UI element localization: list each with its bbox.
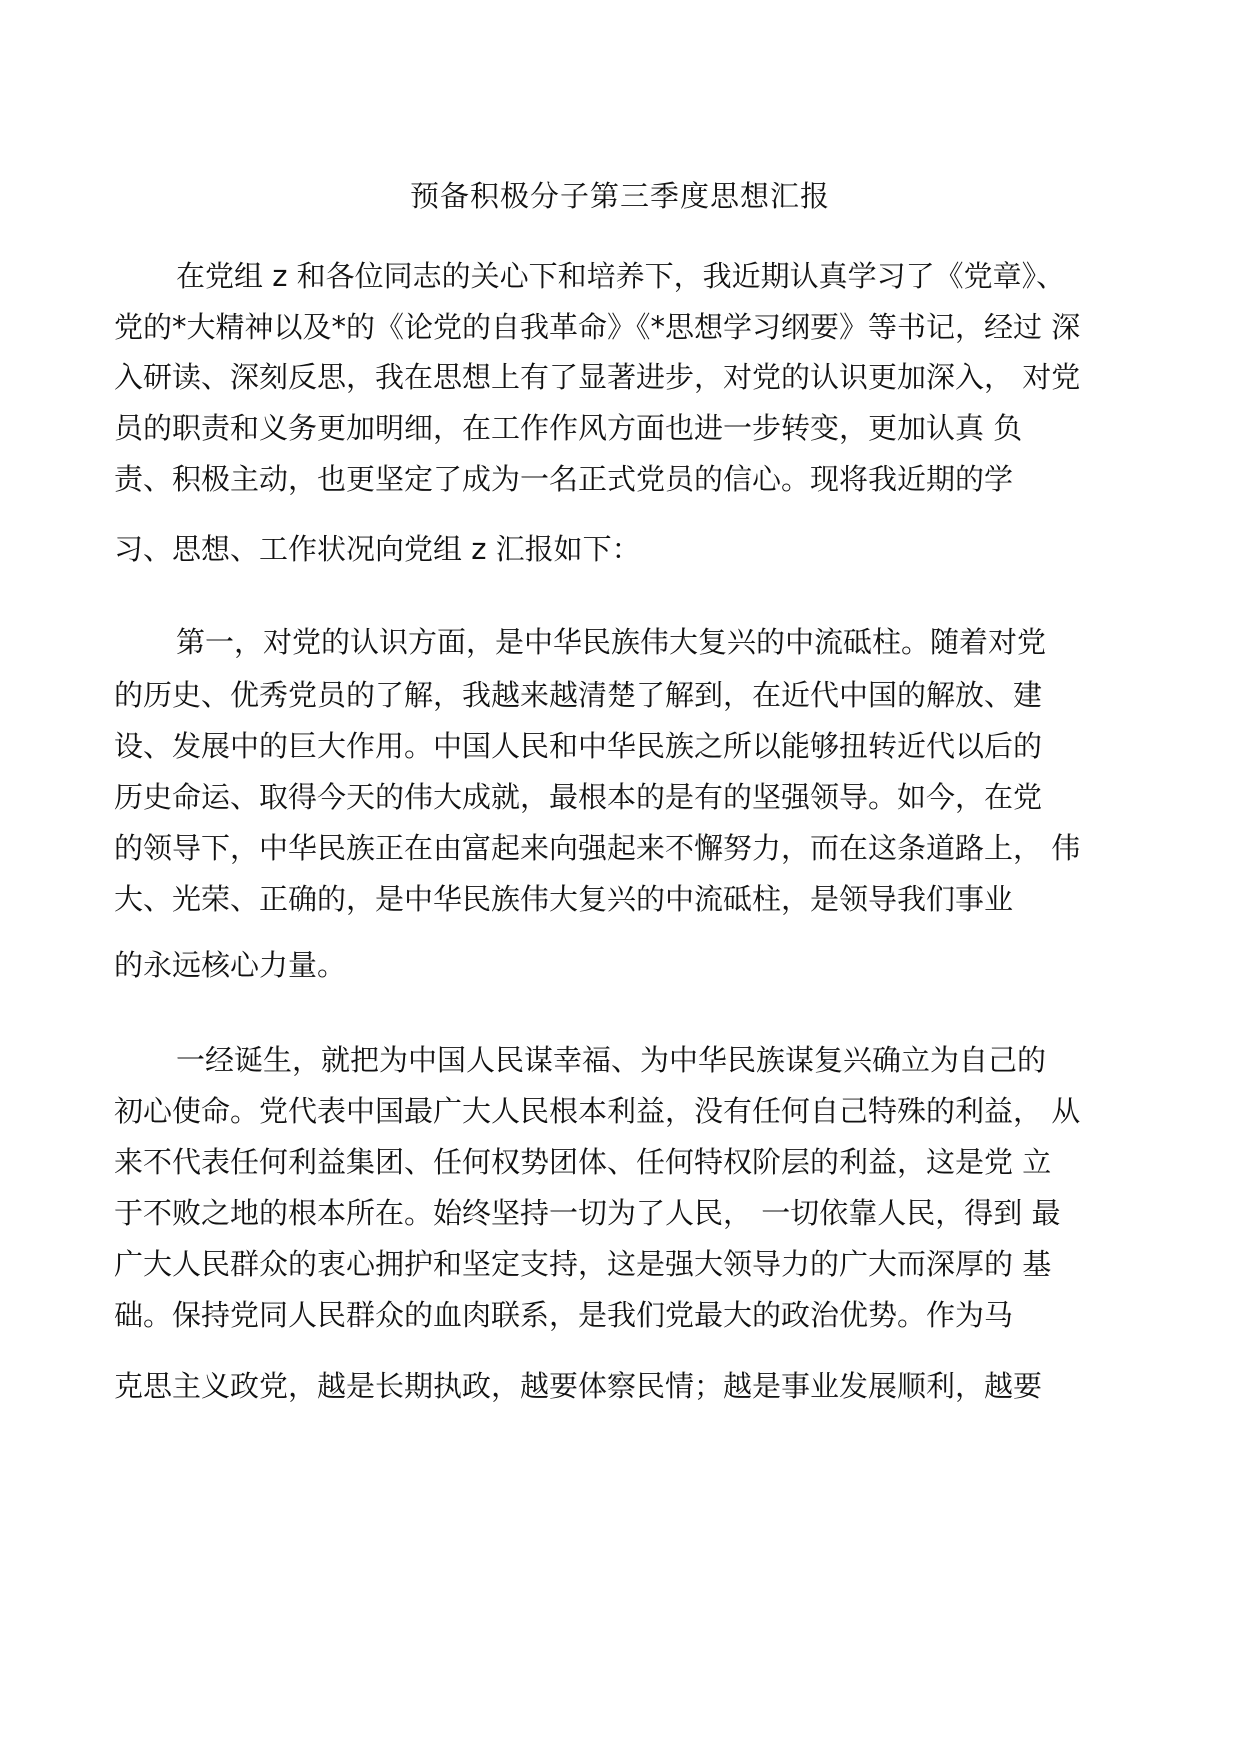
paragraph-line: 入研读、深刻反思，我在思想上有了显著进步，对党的认识更加深入， 对党 bbox=[114, 360, 1081, 394]
paragraph-line: 初心使命。党代表中国最广大人民根本利益，没有任何自己特殊的利益， 从 bbox=[114, 1094, 1081, 1128]
paragraph-line: 设、发展中的巨大作用。中国人民和中华民族之所以能够扭转近代以后的 bbox=[114, 729, 1043, 763]
paragraph-line: 的领导下，中华民族正在由富起来向强起来不懈努力，而在这条道路上， 伟 bbox=[114, 831, 1081, 865]
paragraph-line: 党的*大精神以及*的《论党的自我革命》《*思想学习纲要》等书记，经过 深 bbox=[114, 310, 1081, 344]
paragraph-line: 来不代表任何利益集团、任何权势团体、任何特权阶层的利益，这是党 立 bbox=[114, 1145, 1052, 1179]
paragraph-line: 础。保持党同人民群众的血肉联系，是我们党最大的政治优势。作为马 bbox=[114, 1298, 1014, 1332]
paragraph-line: 在党组 z 和各位同志的关心下和培养下，我近期认真学习了《党章》、 bbox=[176, 259, 1066, 293]
paragraph-line: 责、积极主动，也更坚定了成为一名正式党员的信心。现将我近期的学 bbox=[114, 462, 1014, 496]
paragraph-line: 的永远核心力量。 bbox=[114, 948, 347, 982]
paragraph-line: 一经诞生，就把为中国人民谋幸福、为中华民族谋复兴确立为自己的 bbox=[176, 1043, 1047, 1077]
paragraph-line: 大、光荣、正确的，是中华民族伟大复兴的中流砥柱，是领导我们事业 bbox=[114, 882, 1014, 916]
paragraph-line: 克思主义政党，越是长期执政，越要体察民情；越是事业发展顺利，越要 bbox=[114, 1369, 1043, 1403]
paragraph-line: 广大人民群众的衷心拥护和坚定支持，这是强大领导力的广大而深厚的 基 bbox=[114, 1247, 1052, 1281]
paragraph-line: 的历史、优秀党员的了解，我越来越清楚了解到，在近代中国的解放、建 bbox=[114, 678, 1043, 712]
document-title: 预备积极分子第三季度思想汇报 bbox=[409, 179, 830, 213]
paragraph-line: 于不败之地的根本所在。始终坚持一切为了人民， 一切依靠人民，得到 最 bbox=[114, 1196, 1061, 1230]
paragraph-line: 习、思想、工作状况向党组 z 汇报如下： bbox=[114, 532, 641, 566]
paragraph-line: 第一，对党的认识方面，是中华民族伟大复兴的中流砥柱。随着对党 bbox=[176, 625, 1047, 659]
paragraph-line: 员的职责和义务更加明细，在工作作风方面也进一步转变，更加认真 负 bbox=[114, 411, 1023, 445]
paragraph-line: 历史命运、取得今天的伟大成就，最根本的是有的坚强领导。如今，在党 bbox=[114, 780, 1043, 814]
